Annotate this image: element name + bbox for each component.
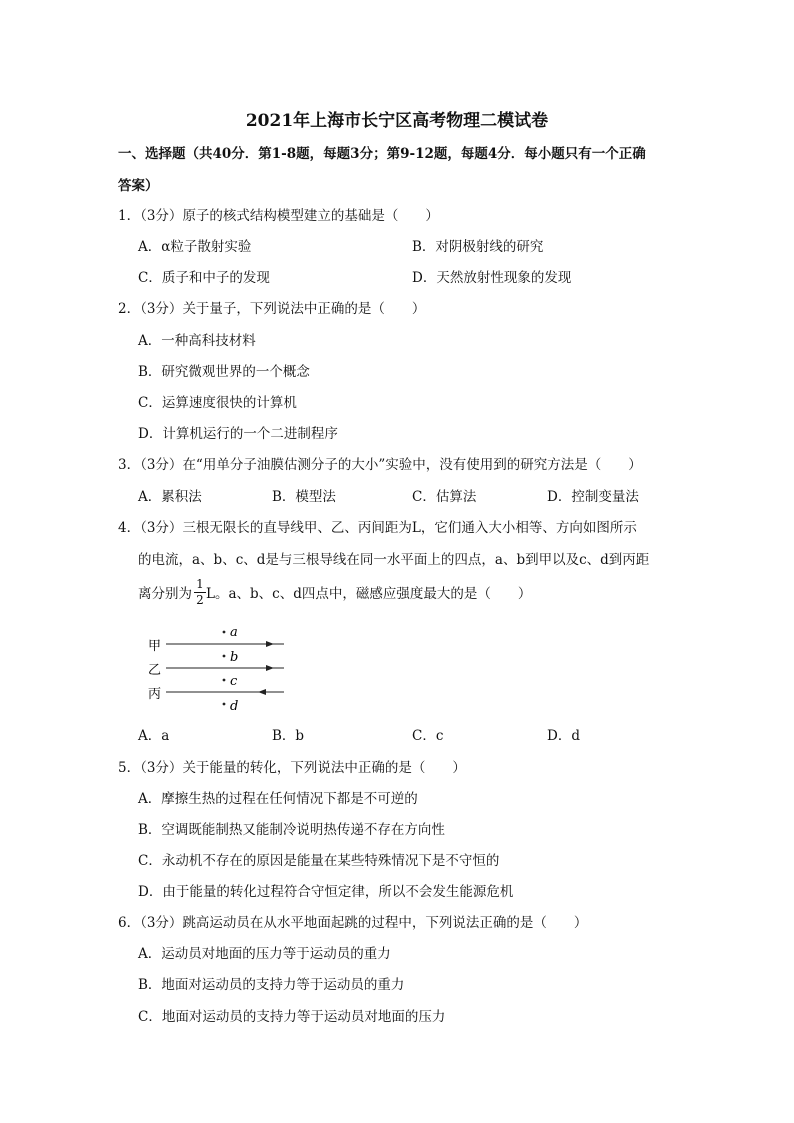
question-number: 1．（3分） — [118, 208, 183, 224]
question-3 — [118, 456, 642, 474]
q3-option-c[interactable]: C．估算法 — [412, 489, 477, 505]
q5-option-c[interactable]: C．永动机不存在的原因是能量在某些特殊情况下是不守恒的 — [138, 853, 500, 869]
point-a-dot — [223, 631, 226, 634]
arrow-right-icon — [266, 665, 274, 671]
question-stem: 在“用单分子油膜估测分子的大小”实验中，没有使用到的研究方法是（ ） — [182, 457, 642, 473]
point-d-label: d — [230, 699, 239, 714]
fraction-numerator: 1 — [196, 577, 204, 591]
section-heading: 一、选择题（共40分．第1-8题，每题3分；第9-12题，每题4分．每小题只有一个正确 — [118, 146, 646, 162]
q3-option-b[interactable]: B．模型法 — [272, 489, 336, 505]
question-2 — [118, 300, 425, 318]
q5-option-b[interactable]: B．空调既能制热又能制冷说明热传递不存在方向性 — [138, 822, 445, 838]
q6-option-a[interactable]: A．运动员对地面的压力等于运动员的重力 — [138, 946, 391, 962]
question-stem-line1: 三根无限长的直导线甲、乙、丙间距为L，它们通入大小相等、方向如图所示 — [182, 520, 637, 536]
q2-option-a[interactable]: A．一种高科技材料 — [138, 333, 256, 349]
section-heading-cont: 答案） — [118, 178, 159, 194]
q3-option-a[interactable]: A．累积法 — [138, 489, 202, 505]
point-c-dot — [223, 679, 226, 682]
q2-option-d[interactable]: D．计算机运行的一个二进制程序 — [138, 426, 338, 442]
point-b-label: b — [230, 650, 239, 665]
fraction-half — [194, 578, 206, 607]
point-d-dot — [223, 703, 226, 706]
question-stem: 关于量子，下列说法中正确的是（ ） — [182, 301, 426, 317]
q4-option-d[interactable]: D．d — [547, 728, 580, 744]
point-a-label: a — [230, 625, 238, 640]
fraction-denominator: 2 — [196, 593, 204, 607]
q4-option-c[interactable]: C．c — [412, 728, 444, 744]
q3-option-d[interactable]: D．控制变量法 — [547, 489, 639, 505]
question-4-line3-pre: 离分别为 — [138, 586, 192, 602]
question-5 — [118, 759, 466, 777]
q6-option-c[interactable]: C．地面对运动员的支持力等于运动员对地面的压力 — [138, 1009, 446, 1025]
arrow-right-icon — [266, 641, 274, 647]
question-4-line2: 的电流，a、b、c、d是与三根导线在同一水平面上的四点，a、b到甲以及c、d到丙距 — [138, 552, 650, 568]
q2-option-b[interactable]: B．研究微观世界的一个概念 — [138, 364, 310, 380]
q4-option-b[interactable]: B．b — [272, 728, 305, 744]
q1-option-c[interactable]: C．质子和中子的发现 — [138, 270, 270, 286]
q1-option-a[interactable]: A．α粒子散射实验 — [138, 239, 252, 255]
page-title: 2021年上海市长宁区高考物理二模试卷 — [245, 111, 549, 131]
question-1 — [118, 207, 439, 225]
wire-label-yi: 乙 — [148, 663, 162, 678]
question-number: 6．（3分） — [118, 915, 183, 931]
question-stem: 关于能量的转化，下列说法中正确的是（ ） — [182, 760, 466, 776]
question-number: 5．（3分） — [118, 760, 183, 776]
arrow-left-icon — [258, 689, 266, 695]
wire-label-jia: 甲 — [148, 639, 162, 654]
point-b-dot — [223, 655, 226, 658]
wire-label-bing: 丙 — [148, 687, 162, 702]
wires-figure — [140, 620, 300, 720]
q1-option-d[interactable]: D．天然放射性现象的发现 — [412, 270, 572, 286]
question-number: 2．（3分） — [118, 301, 183, 317]
question-6 — [118, 914, 587, 932]
q1-option-b[interactable]: B．对阴极射线的研究 — [412, 239, 544, 255]
q2-option-c[interactable]: C．运算速度很快的计算机 — [138, 395, 297, 411]
question-stem: 跳高运动员在从水平地面起跳的过程中，下列说法正确的是（ ） — [182, 915, 588, 931]
q6-option-b[interactable]: B．地面对运动员的支持力等于运动员的重力 — [138, 977, 405, 993]
question-stem: 原子的核式结构模型建立的基础是（ ） — [182, 208, 439, 224]
q5-option-d[interactable]: D．由于能量的转化过程符合守恒定律，所以不会发生能源危机 — [138, 884, 514, 900]
q5-option-a[interactable]: A．摩擦生热的过程在任何情况下都是不可逆的 — [138, 791, 418, 807]
q4-option-a[interactable]: A．a — [138, 728, 170, 744]
question-4 — [118, 519, 637, 537]
question-4-line3-post: L。a、b、c、d四点中，磁感应强度最大的是（ ） — [206, 586, 532, 602]
point-c-label: c — [230, 674, 238, 689]
question-number: 3．（3分） — [118, 457, 183, 473]
question-number: 4．（3分） — [118, 520, 183, 536]
